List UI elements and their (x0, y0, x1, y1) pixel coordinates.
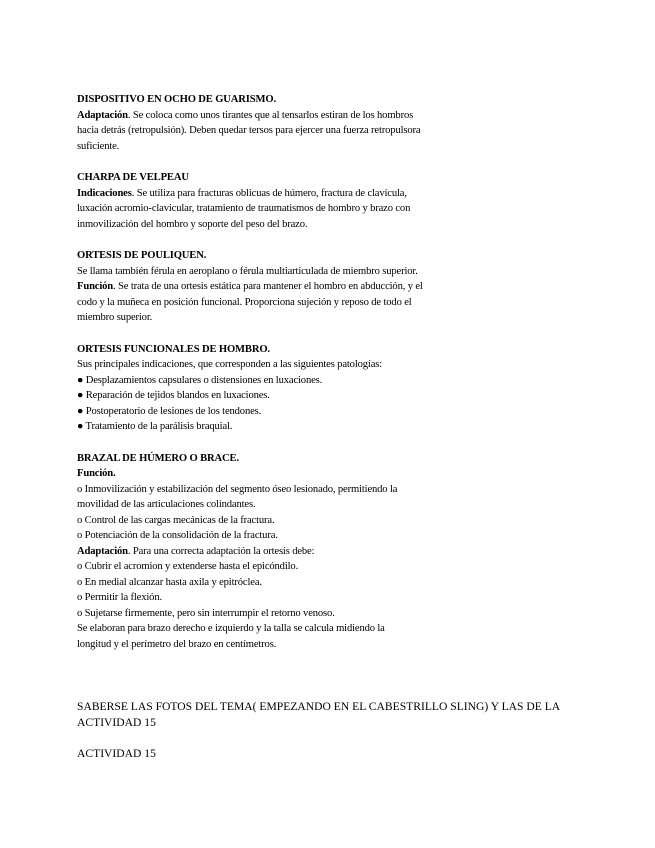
list-item: ● Reparación de tejidos blandos en luxaciones. (77, 390, 270, 401)
paragraph-line: miembro superior. (77, 312, 153, 323)
term-label: Adaptación (77, 109, 128, 121)
paragraph-line: Se llama también férula en aeroplano o férula multiarticulada de miembro superior. (77, 265, 418, 277)
paragraph-line: codo y la muñeca en posición funcional. Proporciona sujeción y reposo de todo el (77, 296, 412, 308)
section-charpa-velpeau (77, 170, 497, 232)
paragraph-line: longitud y el perímetro del brazo en centímetros. (77, 638, 277, 650)
section-ocho-guarismo (77, 92, 497, 154)
footer-paragraph: SABERSE LAS FOTOS DEL TEMA( EMPEZANDO EN EL CABESTRILLO SLING) Y LAS DE LA ACTIVIDAD 15 (77, 700, 560, 729)
term-label: Función (77, 281, 114, 292)
section-title: ORTESIS FUNCIONALES DE HOMBRO. (77, 343, 270, 355)
paragraph-line: inmovilización del hombro y soporte del peso del brazo. (77, 218, 308, 230)
list-item: o Permitir la flexión. (77, 592, 162, 603)
line-text: . Para una correcta adaptación la ortesis debe: (127, 545, 315, 557)
list-item: ● Desplazamientos capsulares o distensiones en luxaciones. (77, 374, 323, 386)
footer-notes (77, 699, 587, 777)
paragraph-line: movilidad de las articulaciones colindantes. (77, 499, 256, 510)
list-item: o Cubrir el acromion y extenderse hasta el epicóndilo. (77, 561, 299, 572)
paragraph-line (77, 108, 497, 124)
term-label: Adaptación (77, 545, 128, 557)
paragraph-line: luxación acromio-clavicular, tratamiento de traumatismos de hombro y brazo con (77, 203, 411, 214)
section-title: DISPOSITIVO EN OCHO DE GUARISMO. (77, 94, 276, 105)
line-text: . Se utiliza para fracturas oblicuas de húmero, fractura de clavícula, (131, 187, 407, 199)
list-item: o Control de las cargas mecánicas de la fractura. (77, 514, 275, 526)
list-item: ● Postoperatorio de lesiones de los tendones. (77, 405, 262, 417)
list-item: o Inmovilización y estabilización del segmento óseo lesionado, permitiendo la (77, 483, 398, 495)
list-item: o Potenciación de la consolidación de la fractura. (77, 530, 278, 541)
line-text: . Se trata de una ortesis estática para mantener el hombro en abducción, y el (113, 281, 423, 292)
paragraph-line (77, 279, 497, 295)
list-item: o En medial alcanzar hasta axila y epitróclea. (77, 576, 262, 588)
section-brazal-humero (77, 451, 497, 653)
paragraph-line: Sus principales indicaciones, que corresponden a las siguientes patologías: (77, 359, 383, 370)
section-pouliquen (77, 248, 497, 326)
paragraph-line (77, 544, 497, 560)
section-title: BRAZAL DE HÚMERO O BRACE. (77, 452, 239, 464)
term-label: Función. (77, 468, 116, 479)
list-item: o Sujetarse firmemente, pero sin interrumpir el retorno venoso. (77, 607, 335, 619)
paragraph-line (77, 186, 497, 202)
paragraph-line: suficiente. (77, 140, 120, 152)
section-title: ORTESIS DE POULIQUEN. (77, 250, 207, 261)
document-body (77, 92, 497, 668)
paragraph-line: Se elaboran para brazo derecho e izquierdo y la talla se calcula midiendo la (77, 623, 385, 634)
paragraph-line: hacia detrás (retropulsión). Deben quedar tersos para ejercer una fuerza retropulsora (77, 125, 421, 136)
term-label: Indicaciones (77, 187, 132, 199)
section-ortesis-funcionales (77, 342, 497, 435)
footer-paragraph: ACTIVIDAD 15 (77, 747, 156, 760)
section-title: CHARPA DE VELPEAU (77, 172, 189, 183)
list-item: ● Tratamiento de la parálisis braquial. (77, 421, 233, 432)
line-text: . Se coloca como unos tirantes que al tensarlos estiran de los hombros (127, 109, 414, 121)
